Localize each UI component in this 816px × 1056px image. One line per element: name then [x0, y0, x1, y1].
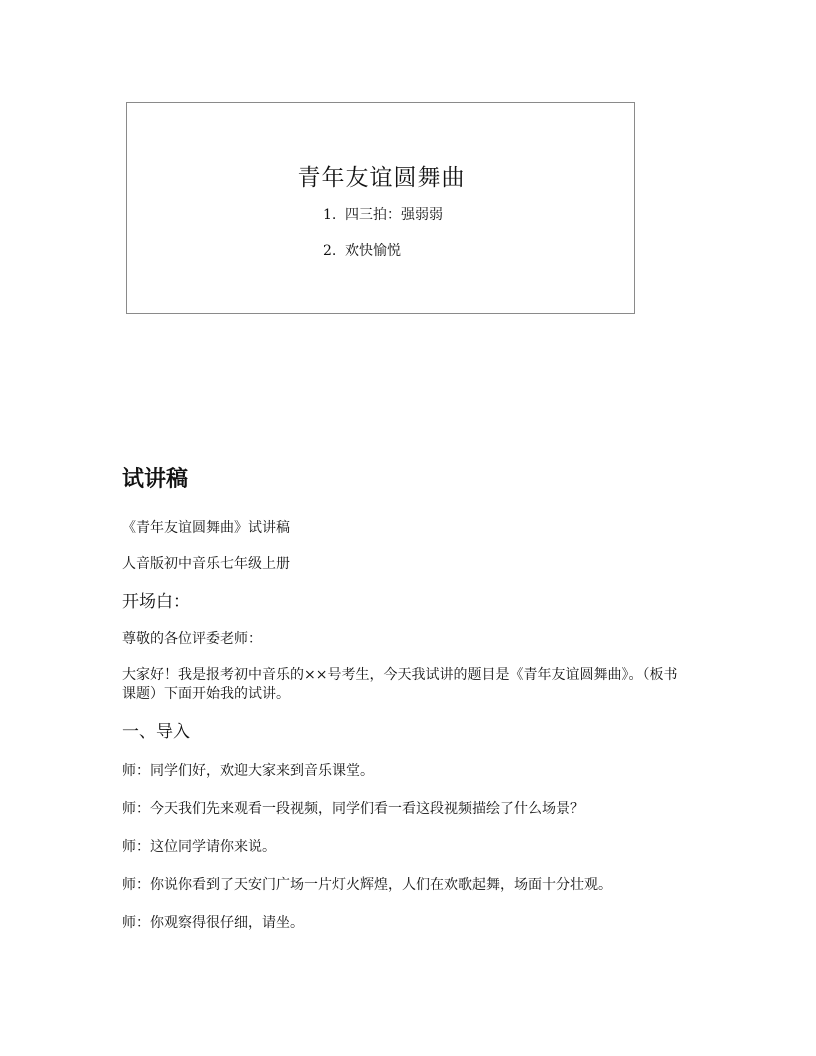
- board-item: [323, 242, 443, 260]
- document-body: [122, 460, 682, 933]
- board-item-text: 四三拍：强弱弱: [345, 207, 443, 223]
- blackboard-box: [126, 102, 635, 314]
- teacher-line: 师：今天我们先来观看一段视频，同学们看一看这段视频描绘了什么场景？: [122, 801, 584, 817]
- opening-intro: 大家好！我是报考初中音乐的××号考生，今天我试讲的题目是《青年友谊圆舞曲》。（板书课题）下面开始我的试讲。: [122, 667, 678, 702]
- board-item-text: 欢快愉悦: [345, 243, 401, 259]
- teacher-line: 师：你观察得很仔细，请坐。: [122, 915, 304, 931]
- teacher-line: 师：你说你看到了天安门广场一片灯火辉煌，人们在欢歌起舞，场面十分壮观。: [122, 877, 612, 893]
- board-item-number: 2.: [323, 243, 337, 259]
- board-title: 青年友谊圆舞曲: [297, 165, 466, 191]
- teacher-line: 师：这位同学请你来说。: [122, 839, 276, 855]
- document-title: 试讲稿: [122, 467, 189, 492]
- teacher-line: 师：同学们好，欢迎大家来到音乐课堂。: [122, 763, 374, 779]
- section-heading-intro: 一、导入: [122, 722, 190, 742]
- board-list: [323, 206, 443, 278]
- opening-heading: 开场白：: [122, 592, 190, 612]
- document-edition: 人音版初中音乐七年级上册: [122, 556, 290, 572]
- board-item: [323, 206, 443, 224]
- board-item-number: 1.: [323, 207, 337, 223]
- document-subtitle: 《青年友谊圆舞曲》试讲稿: [122, 520, 290, 536]
- opening-greeting: 尊敬的各位评委老师：: [122, 631, 262, 647]
